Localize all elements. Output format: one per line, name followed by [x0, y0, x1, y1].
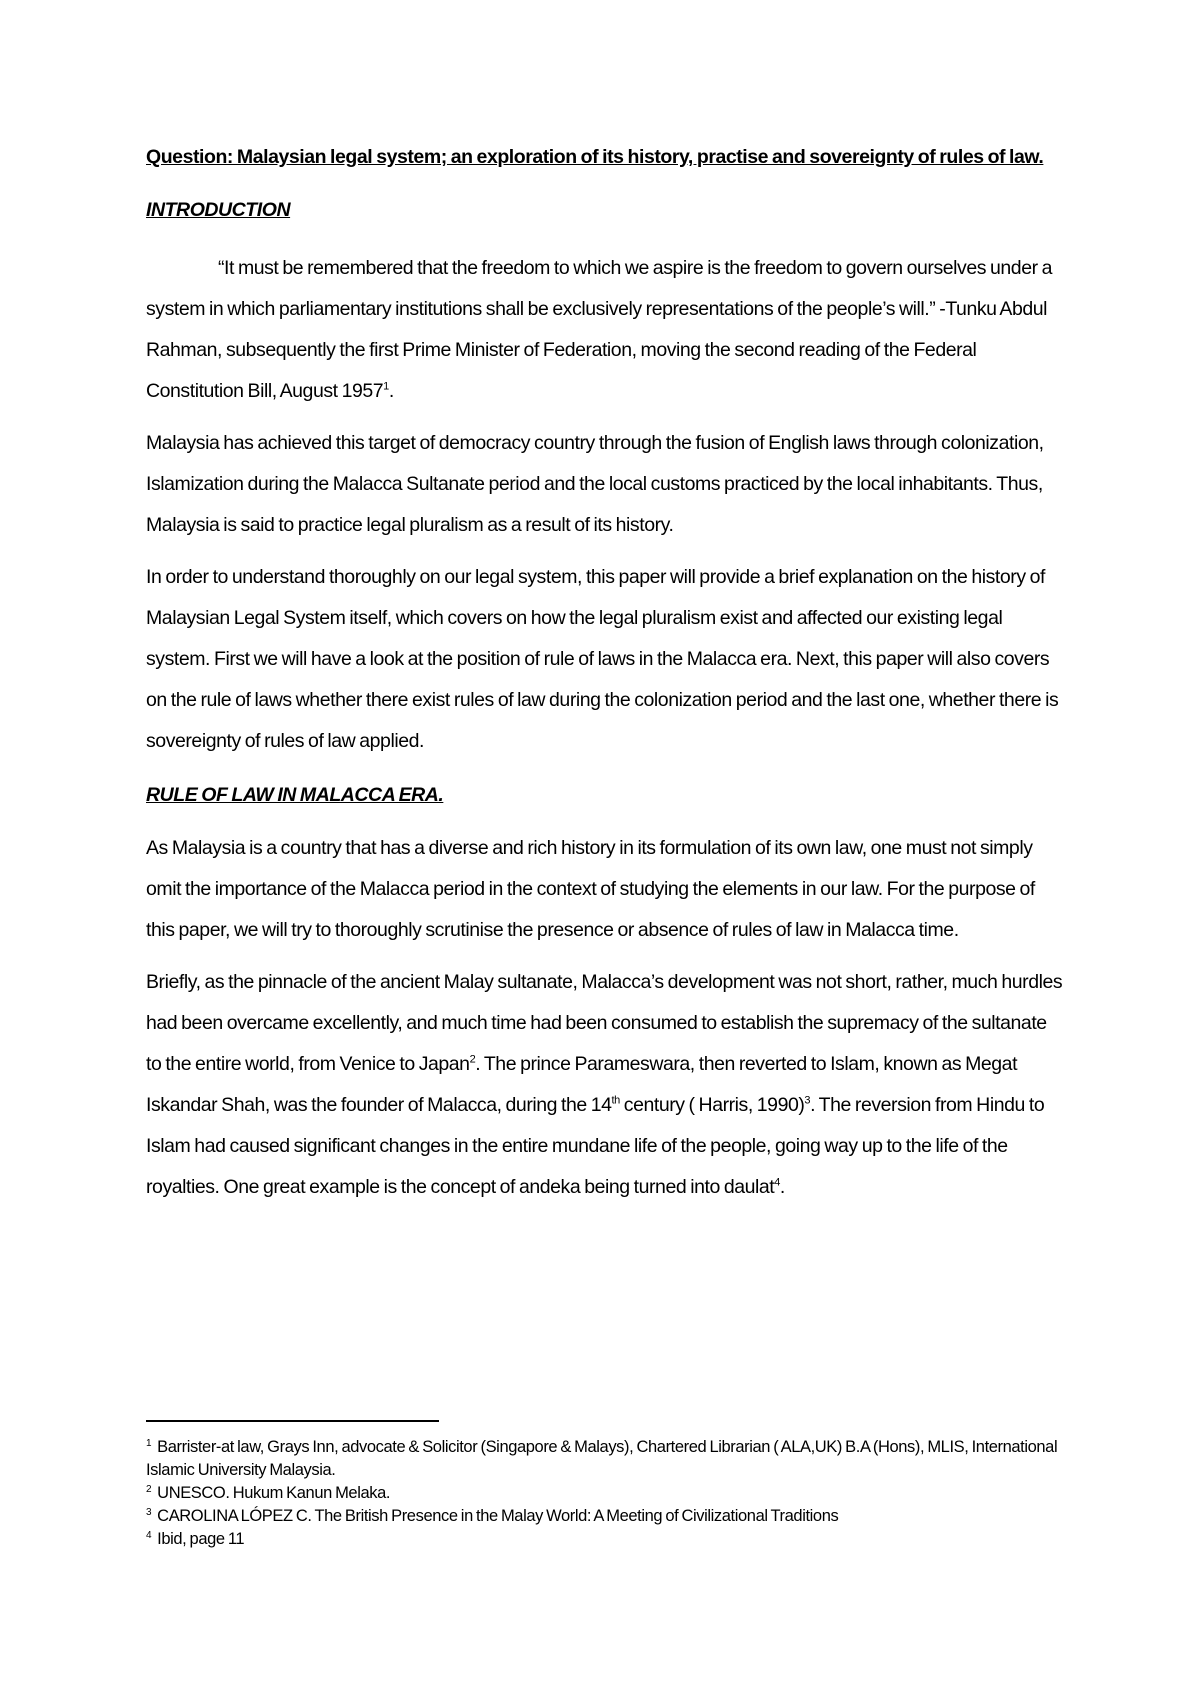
footnote-4: [146, 1528, 1064, 1551]
footnote-number: 3: [146, 1506, 152, 1518]
malacca-p2-text-1: Briefly, as the pinnacle of the ancient Malay sultanate, Malacca’s development was not short, rather, much hurdles had been overcame excellently, and much time had been consumed to establish the supremacy of the sultanate to the entire world, from Venice to Japan: [146, 971, 1063, 1075]
footnote-separator: [146, 1420, 439, 1422]
malacca-p2-text-2: . The prince Parameswara, then reverted to Islam, known as Megat Iskandar Shah, was the founder of Malacca, during the 14: [146, 1053, 1018, 1116]
malacca-p2-text-5: .: [779, 1176, 785, 1198]
malacca-p2-text-4: . The reversion from Hindu to Islam had caused significant changes in the entire mundane life of the people, going way up to the life of the royalties. One great example is the concept of andeka being turned into daulat: [146, 1094, 1045, 1198]
malacca-p2-text-3: century ( Harris, 1990): [619, 1094, 805, 1116]
introduction-paragraph-3: In order to understand thoroughly on our legal system, this paper will provide a brief explanation on the history of Malaysian Legal System itself, which covers on how the legal pluralism exist and affected our existing legal system. First we will have a look at the position of rule of laws in the Malacca era. Next, this paper will also covers on the rule of laws whether there exist rules of law during the colonization period and the last one, whether there is sovereignty of rules of law applied.: [146, 566, 1059, 752]
footnote-3: [146, 1505, 1064, 1528]
malacca-paragraph-1: As Malaysia is a country that has a diverse and rich history in its formulation of its own law, one must not simply omit the importance of the Malacca period in the context of studying the elements in our law. For the purpose of this paper, we will try to thoroughly scrutinise the presence or absence of rules of law in Malacca time.: [146, 837, 1035, 941]
introduction-heading: INTRODUCTION: [146, 199, 291, 221]
footnote-number: 4: [146, 1529, 152, 1541]
footnote-1: [146, 1436, 1064, 1482]
footnote-2: [146, 1482, 1064, 1505]
footnotes-section: [146, 1420, 1064, 1551]
footnote-ref-1: 1: [383, 380, 389, 393]
introduction-quote-paragraph: [146, 248, 1064, 412]
superscript-th: th: [611, 1094, 620, 1107]
document-body: [146, 142, 1064, 1208]
footnote-text: Barrister-at law, Grays Inn, advocate & Solicitor (Singapore & Malays), Chartered Librarian ( ALA,UK) B.A (Hons), MLIS, International Islamic University Malaysia.: [146, 1438, 1058, 1479]
document-title: Question: Malaysian legal system; an exploration of its history, practise and sovereignty of rules of law.: [146, 146, 1044, 168]
footnote-text: CAROLINA LÓPEZ C. The British Presence in the Malay World: A Meeting of Civilizational Traditions: [157, 1507, 839, 1525]
footnote-ref-3: 3: [804, 1094, 811, 1107]
introduction-paragraph-2: Malaysia has achieved this target of democracy country through the fusion of English laws through colonization, Islamization during the Malacca Sultanate period and the local customs practiced by the local inhabitants. Thus, Malaysia is said to practice legal pluralism as a result of its history.: [146, 432, 1044, 536]
malacca-paragraph-2: [146, 962, 1064, 1208]
malacca-section-heading: RULE OF LAW IN MALACCA ERA.: [146, 784, 444, 806]
footnote-text: Ibid, page 11: [157, 1530, 245, 1548]
quote-text: “It must be remembered that the freedom to which we aspire is the freedom to govern ourselves under a system in which parliamentary institutions shall be exclusively representations of the people’s will.” -Tunku Abdul Rahman, subsequently the first Prime Minister of Federation, moving the second reading of the Federal Constitution Bill, August 1957: [146, 257, 1052, 402]
footnote-number: 1: [146, 1437, 152, 1449]
quote-end: .: [388, 380, 394, 402]
footnote-number: 2: [146, 1483, 152, 1495]
footnote-text: UNESCO. Hukum Kanun Melaka.: [157, 1484, 391, 1502]
footnote-ref-4: 4: [774, 1176, 780, 1189]
footnote-ref-2: 2: [469, 1053, 476, 1066]
